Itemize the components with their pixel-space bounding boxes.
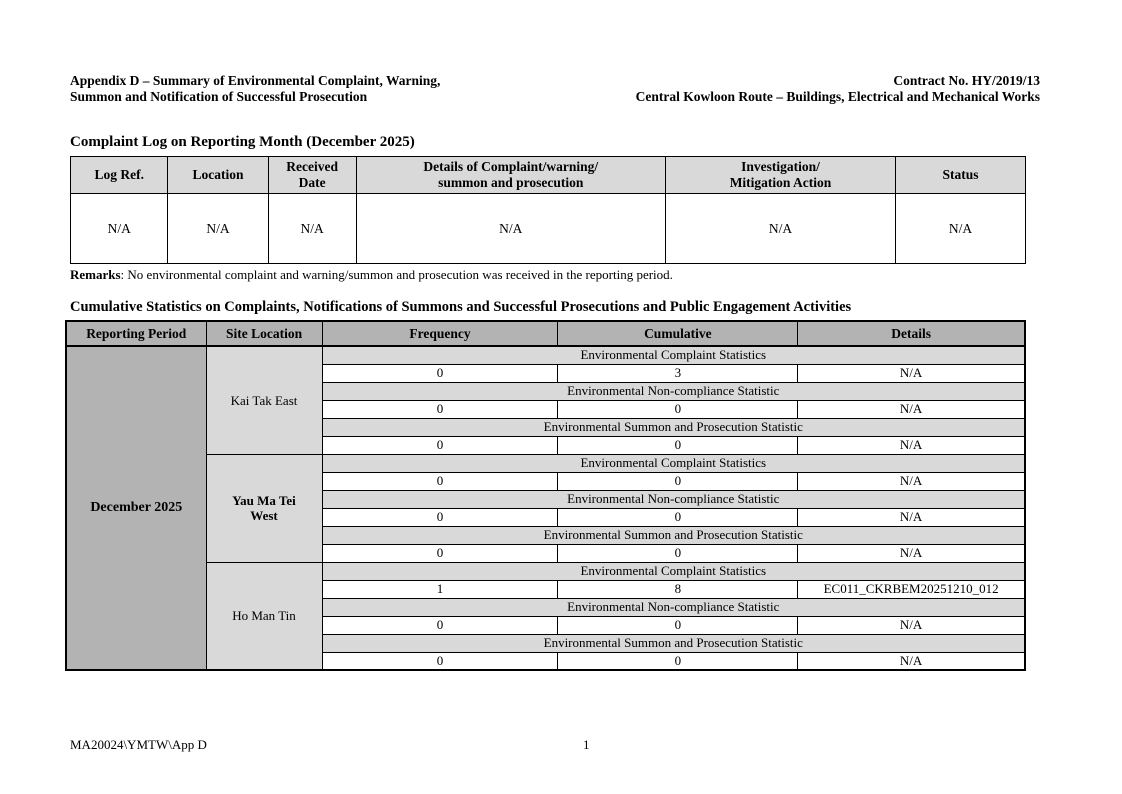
appendix-title-line1: Appendix D – Summary of Environmental Complaint, Warning, xyxy=(70,73,441,88)
details-value: N/A xyxy=(798,616,1025,634)
contract-number: Contract No. HY/2019/13 xyxy=(893,73,1040,88)
details-value: N/A xyxy=(798,652,1025,670)
col-header-site-location: Site Location xyxy=(206,321,322,346)
cumulative-value: 0 xyxy=(558,508,798,526)
page-number: 1 xyxy=(583,737,590,752)
col-header-investigation-line1: Investigation/ xyxy=(741,159,820,174)
details-value: N/A xyxy=(356,194,665,264)
details-value: N/A xyxy=(798,472,1025,490)
received-date-value: N/A xyxy=(268,194,356,264)
cumulative-value: 3 xyxy=(558,364,798,382)
investigation-value: N/A xyxy=(665,194,895,264)
details-value: N/A xyxy=(798,544,1025,562)
section-label: Environmental Non-compliance Statistic xyxy=(322,598,1025,616)
col-header-investigation xyxy=(665,157,895,194)
section-label: Environmental Summon and Prosecution Statistic xyxy=(322,418,1025,436)
document-reference: MA20024\YMTW\App D xyxy=(70,737,207,752)
col-header-reporting-period: Reporting Period xyxy=(66,321,206,346)
col-header-details xyxy=(356,157,665,194)
col-header-received-date xyxy=(268,157,356,194)
col-header-log-ref: Log Ref. xyxy=(71,157,168,194)
details-value: N/A xyxy=(798,364,1025,382)
details-value: EC011_CKRBEM20251210_012 xyxy=(798,580,1025,598)
section-header-row xyxy=(66,562,1025,580)
cumulative-statistics-title: Cumulative Statistics on Complaints, Notifications of Summons and Successful Prosecutions and Public Engagement Activities xyxy=(70,299,852,315)
cumulative-value: 8 xyxy=(558,580,798,598)
frequency-value: 1 xyxy=(322,580,558,598)
cumulative-value: 0 xyxy=(558,544,798,562)
section-header-row xyxy=(66,346,1025,364)
cumulative-value: 0 xyxy=(558,616,798,634)
col-header-details: Details xyxy=(798,321,1025,346)
frequency-value: 0 xyxy=(322,364,558,382)
contract-info xyxy=(636,73,1040,105)
complaint-log-table xyxy=(70,156,1026,264)
remarks-label: Remarks xyxy=(70,267,121,282)
complaint-log-data-row xyxy=(71,194,1026,264)
cumulative-value: 0 xyxy=(558,652,798,670)
section-label: Environmental Complaint Statistics xyxy=(322,346,1025,364)
section-label: Environmental Complaint Statistics xyxy=(322,454,1025,472)
contract-title: Central Kowloon Route – Buildings, Electrical and Mechanical Works xyxy=(635,89,1040,104)
complaint-log-header-row xyxy=(71,157,1026,194)
details-value: N/A xyxy=(798,436,1025,454)
cumulative-value: 0 xyxy=(558,472,798,490)
frequency-value: 0 xyxy=(322,544,558,562)
complaint-log-title: Complaint Log on Reporting Month (December 2025) xyxy=(70,134,415,150)
details-value: N/A xyxy=(798,400,1025,418)
site-cell-kai-tak-east: Kai Tak East xyxy=(206,346,322,454)
frequency-value: 0 xyxy=(322,508,558,526)
col-header-frequency: Frequency xyxy=(322,321,558,346)
frequency-value: 0 xyxy=(322,472,558,490)
col-header-location: Location xyxy=(168,157,268,194)
section-label: Environmental Non-compliance Statistic xyxy=(322,490,1025,508)
section-label: Environmental Complaint Statistics xyxy=(322,562,1025,580)
col-header-details-line1: Details of Complaint/warning/ xyxy=(423,159,599,174)
col-header-investigation-line2: Mitigation Action xyxy=(729,175,832,190)
document-header xyxy=(0,0,1122,105)
status-value: N/A xyxy=(896,194,1026,264)
cumulative-header-row xyxy=(66,321,1025,346)
details-value: N/A xyxy=(798,508,1025,526)
section-label: Environmental Summon and Prosecution Statistic xyxy=(322,634,1025,652)
frequency-value: 0 xyxy=(322,400,558,418)
frequency-value: 0 xyxy=(322,436,558,454)
col-header-details-line2: summon and prosecution xyxy=(438,175,584,190)
log-ref-value: N/A xyxy=(71,194,168,264)
section-label: Environmental Summon and Prosecution Statistic xyxy=(322,526,1025,544)
site-cell-ho-man-tin: Ho Man Tin xyxy=(206,562,322,670)
col-header-cumulative: Cumulative xyxy=(558,321,798,346)
appendix-title-line2: Summon and Notification of Successful Prosecution xyxy=(70,89,368,104)
cumulative-statistics-table xyxy=(65,320,1026,671)
col-header-received-date-line2: Date xyxy=(298,175,326,190)
appendix-title xyxy=(70,73,440,105)
section-header-row xyxy=(66,454,1025,472)
frequency-value: 0 xyxy=(322,652,558,670)
remarks-text: : No environmental complaint and warning/summon and prosecution was received in the reporting period. xyxy=(120,267,673,282)
section-label: Environmental Non-compliance Statistic xyxy=(322,382,1025,400)
location-value: N/A xyxy=(168,194,268,264)
col-header-received-date-line1: Received xyxy=(286,159,338,174)
remarks xyxy=(70,267,1122,283)
cumulative-value: 0 xyxy=(558,400,798,418)
frequency-value: 0 xyxy=(322,616,558,634)
col-header-status: Status xyxy=(896,157,1026,194)
reporting-period-cell: December 2025 xyxy=(66,346,206,670)
cumulative-value: 0 xyxy=(558,436,798,454)
site-cell-yau-ma-tei-west: Yau Ma Tei West xyxy=(206,454,322,562)
